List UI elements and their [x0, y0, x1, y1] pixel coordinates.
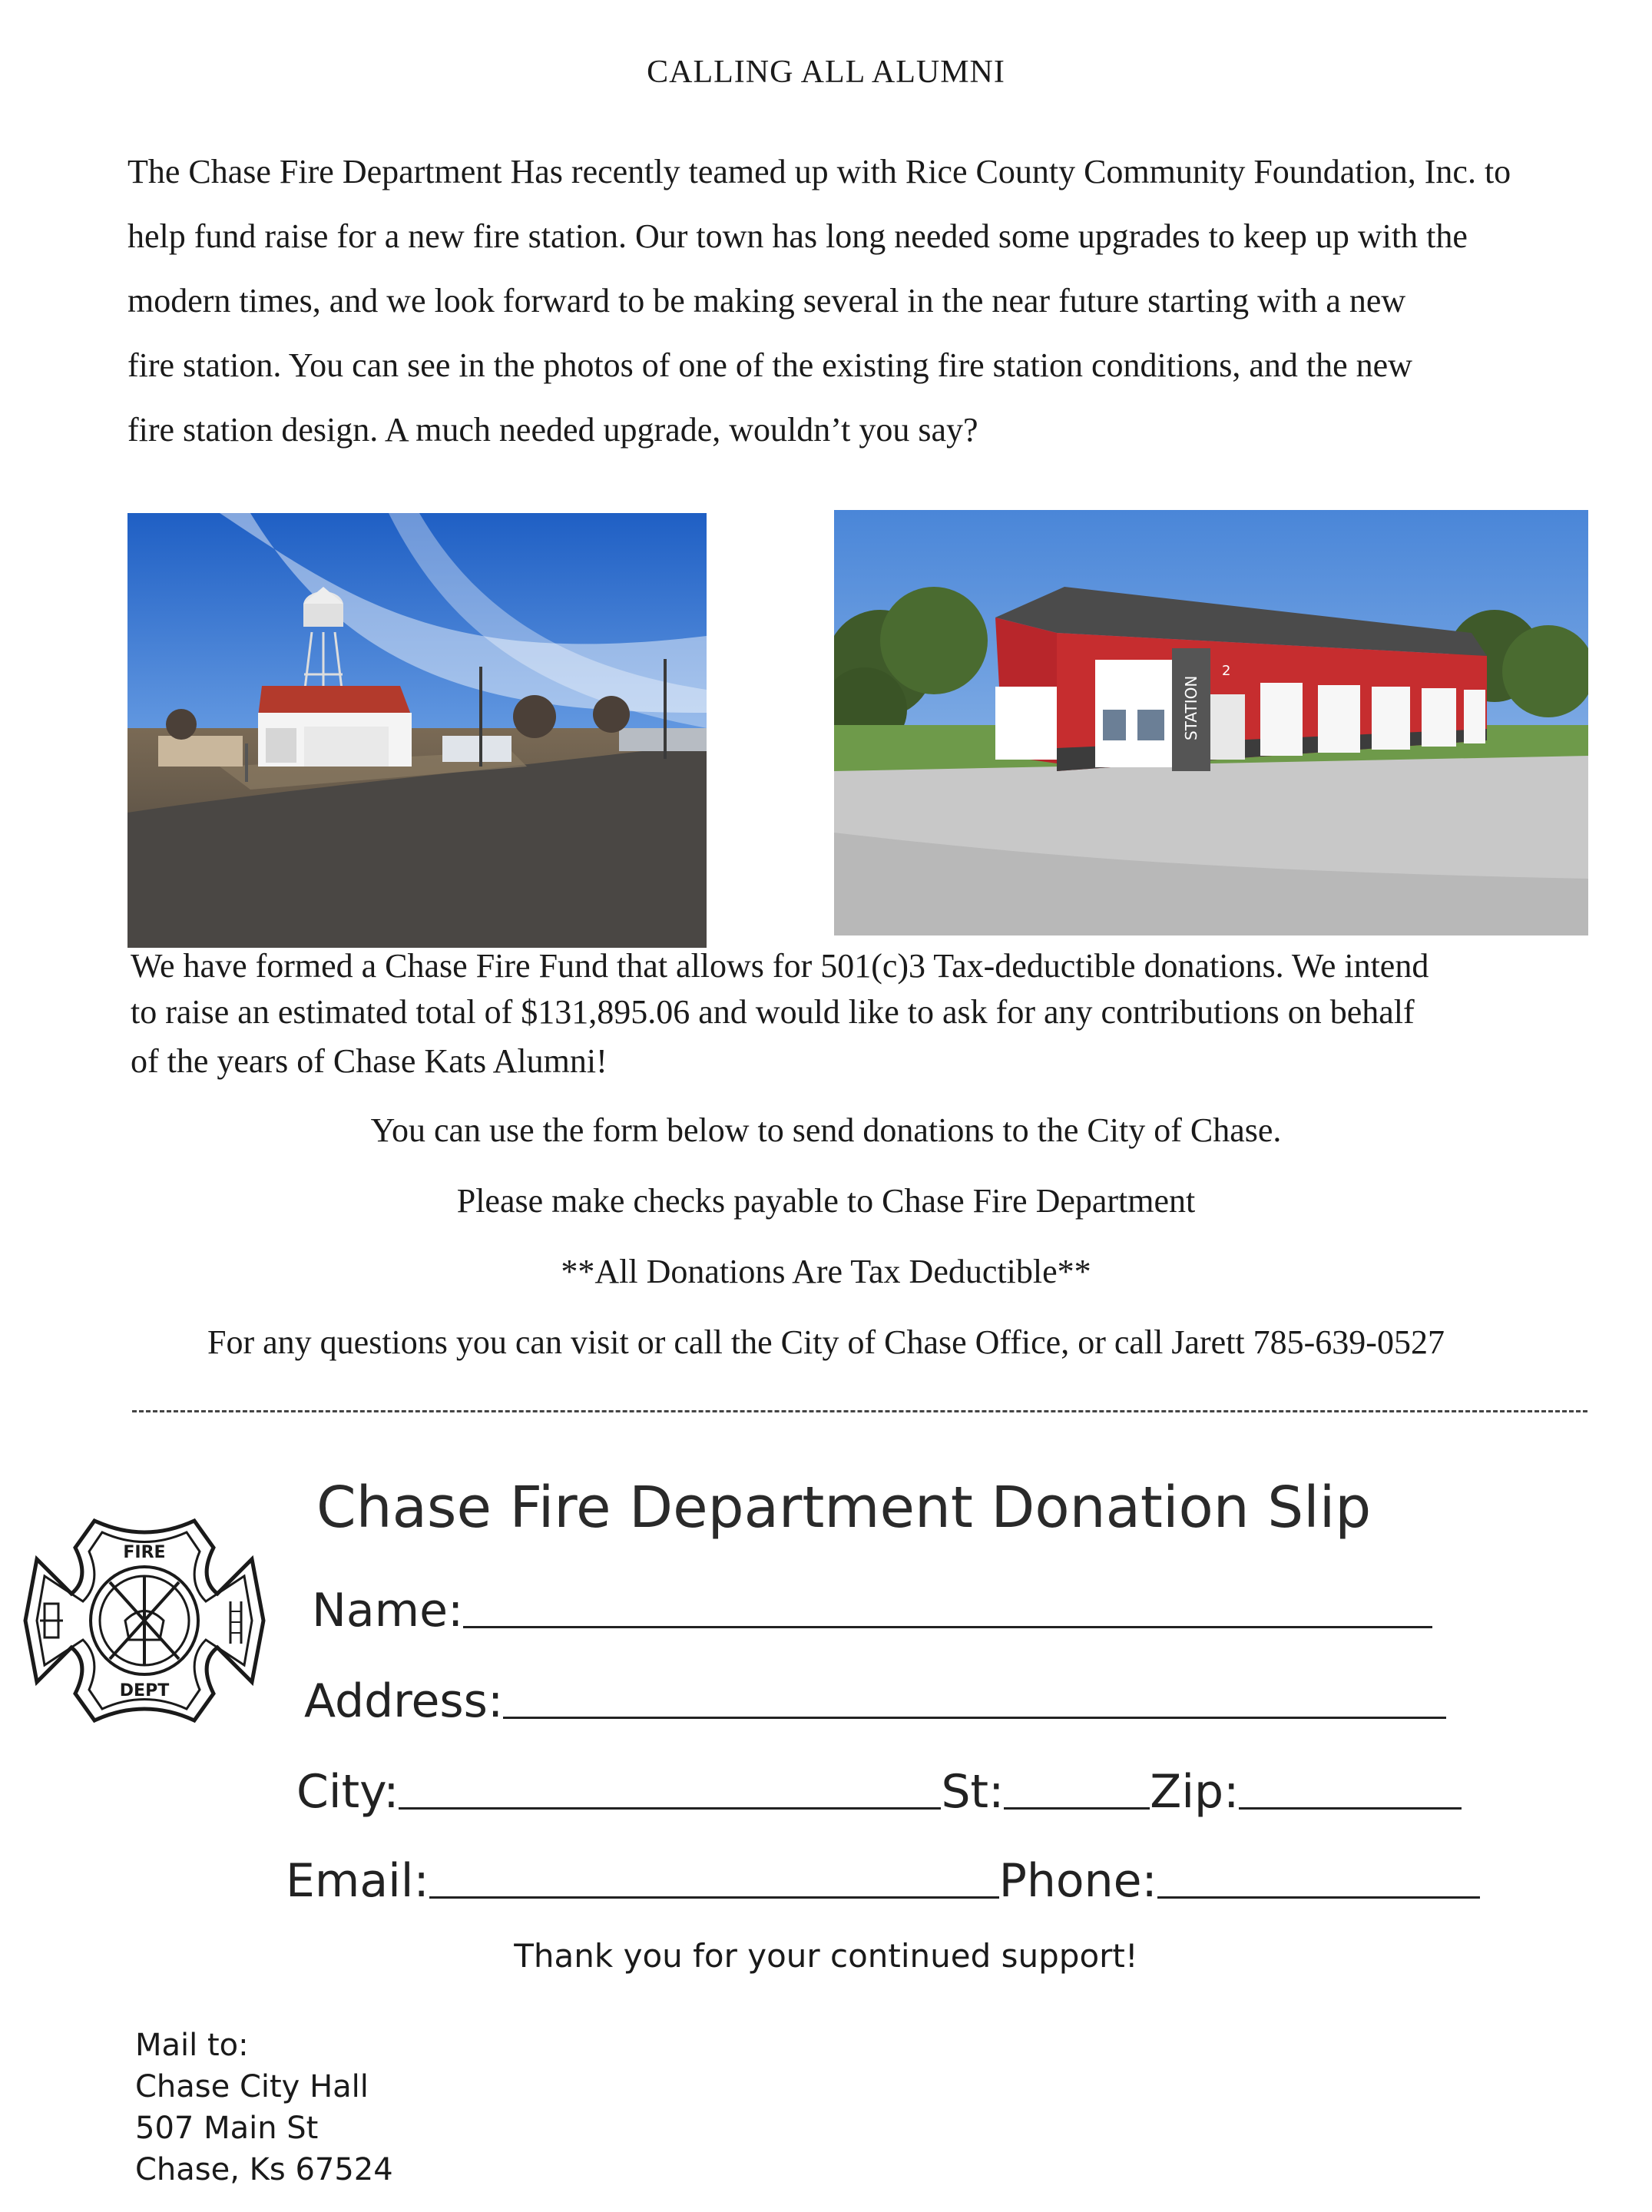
- address-field-row: [304, 1674, 1446, 1728]
- new-station-design-photo: [834, 510, 1588, 935]
- intro-line: modern times, and we look forward to be making several in the near future starting with a new: [127, 282, 1406, 320]
- mail-to-city: Chase, Ks 67524: [135, 2152, 393, 2187]
- zip-label: Zip:: [1150, 1765, 1240, 1819]
- address-label: Address:: [304, 1674, 504, 1728]
- logo-fire-text: FIRE: [123, 1543, 166, 1562]
- questions-note: For any questions you can visit or call the City of Chase Office, or call Jarett 785-639-0527: [207, 1323, 1445, 1361]
- email-phone-row: [286, 1854, 1480, 1908]
- name-field-row: [312, 1584, 1432, 1637]
- fund-line: of the years of Chase Kats Alumni!: [131, 1042, 607, 1080]
- phone-input-line[interactable]: [1157, 1890, 1480, 1899]
- state-label: St:: [941, 1765, 1005, 1819]
- phone-label: Phone:: [998, 1854, 1157, 1908]
- state-input-line[interactable]: [1004, 1801, 1150, 1810]
- tax-deductible-note: **All Donations Are Tax Deductible**: [561, 1253, 1091, 1290]
- intro-line: fire station. You can see in the photos of one of the existing fire station conditions, and the new: [127, 346, 1412, 384]
- checks-payable-note: Please make checks payable to Chase Fire Department: [456, 1182, 1196, 1220]
- station-number: 2: [1222, 663, 1231, 679]
- page-title: CALLING ALL ALUMNI: [647, 55, 1005, 90]
- city-state-zip-row: [296, 1765, 1462, 1819]
- city-input-line[interactable]: [399, 1801, 941, 1810]
- zip-input-line[interactable]: [1239, 1801, 1462, 1810]
- address-input-line[interactable]: [503, 1710, 1446, 1719]
- cut-line: [132, 1410, 1587, 1412]
- intro-line: help fund raise for a new fire station. Our town has long needed some upgrades to keep up with the: [127, 217, 1468, 255]
- email-input-line[interactable]: [429, 1890, 999, 1899]
- name-label: Name:: [312, 1584, 464, 1637]
- fund-line: to raise an estimated total of $131,895.06 and would like to ask for any contributions on behalf: [131, 993, 1415, 1031]
- fund-line: We have formed a Chase Fire Fund that allows for 501(c)3 Tax-deductible donations. We intend: [131, 947, 1429, 985]
- existing-station-photo: [127, 513, 707, 948]
- station-sign: STATION: [1182, 675, 1200, 740]
- thank-you-note: Thank you for your continued support!: [514, 1937, 1138, 1975]
- city-label: City:: [296, 1765, 399, 1819]
- intro-line: fire station design. A much needed upgrade, wouldn’t you say?: [127, 411, 978, 449]
- email-label: Email:: [286, 1854, 429, 1908]
- slip-title: Chase Fire Department Donation Slip: [316, 1475, 1372, 1541]
- mail-to-name: Chase City Hall: [135, 2069, 369, 2104]
- name-input-line[interactable]: [463, 1620, 1432, 1628]
- intro-line: The Chase Fire Department Has recently teamed up with Rice County Community Foundation, Inc. to: [127, 153, 1511, 190]
- logo-dept-text: DEPT: [119, 1681, 170, 1700]
- form-instruction: You can use the form below to send donations to the City of Chase.: [370, 1111, 1282, 1149]
- mail-to-heading: Mail to:: [135, 2028, 249, 2063]
- fire-dept-logo: [22, 1505, 267, 1736]
- mail-to-street: 507 Main St: [135, 2111, 319, 2146]
